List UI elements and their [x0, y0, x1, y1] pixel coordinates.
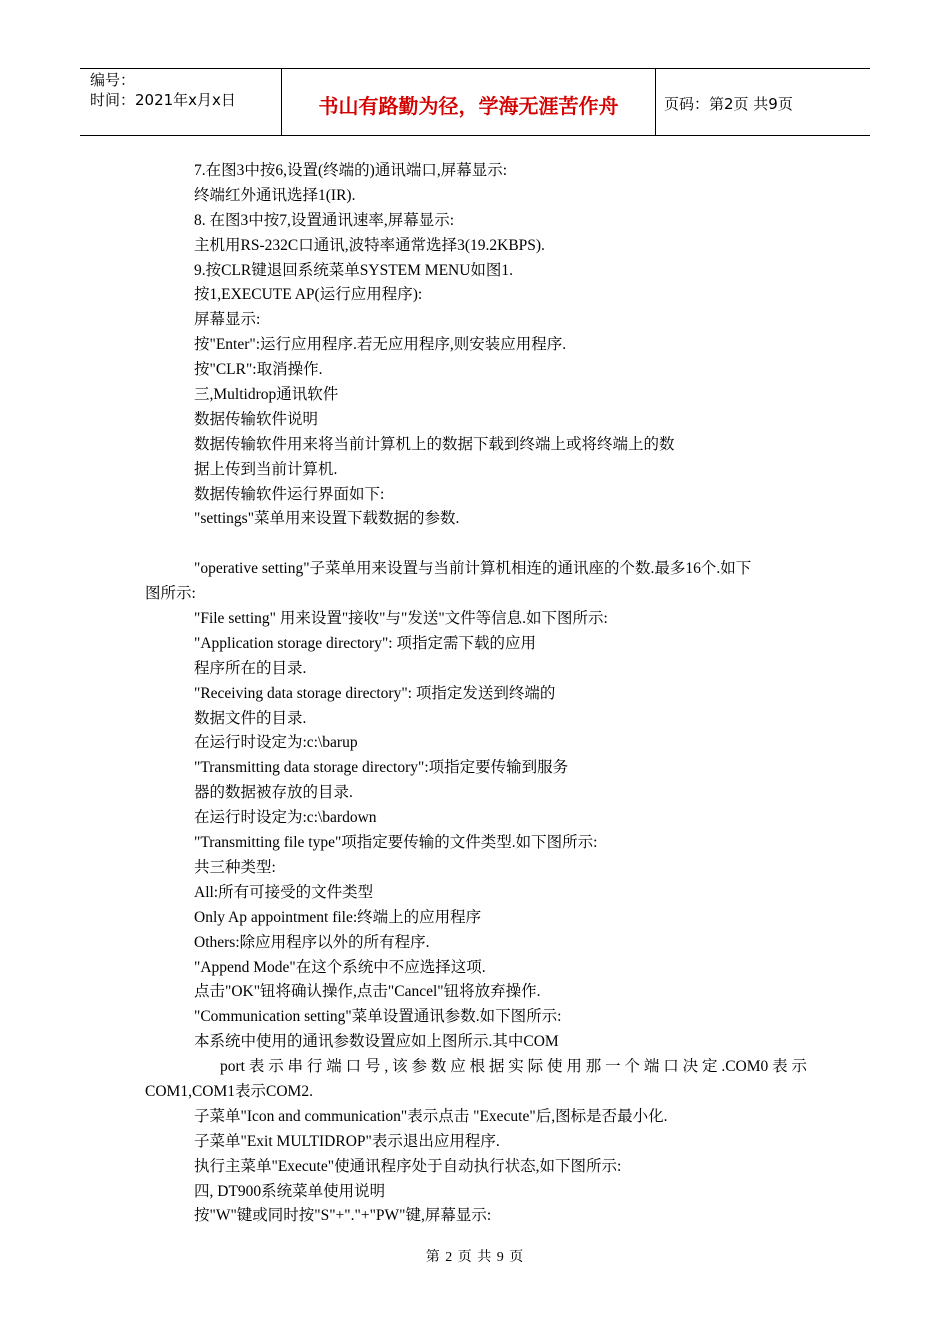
header-top-rule	[80, 68, 870, 69]
body-line: "settings"菜单用来设置下载数据的参数.	[194, 510, 460, 528]
body-line: 共三种类型:	[194, 858, 276, 876]
body-line: 子菜单"Icon and communication"表示点击 "Execute"后,图标是否最小化.	[194, 1107, 668, 1125]
body-line: 终端红外通讯选择1(IR).	[194, 186, 356, 204]
page-footer: 第 2 页 共 9 页	[425, 1250, 525, 1265]
document-time-label: 时间：2021年x月x日	[90, 91, 236, 109]
body-line: 按"CLR":取消操作.	[194, 361, 323, 379]
body-line: 数据传输软件用来将当前计算机上的数据下载到终端上或将终端上的数	[194, 435, 675, 453]
body-line: 器的数据被存放的目录.	[194, 784, 353, 802]
body-line: 图所示:	[145, 585, 196, 603]
body-line: 7.在图3中按6,设置(终端的)通讯端口,屏幕显示:	[194, 162, 508, 179]
body-line: 屏幕显示:	[194, 311, 261, 329]
body-line: 程序所在的目录.	[194, 659, 307, 677]
body-line: port表示串行端口号,该参数应根据实际使用那一个端口决定.COM0表示	[220, 1058, 807, 1076]
body-line: 点击"OK"钮将确认操作,点击"Cancel"钮将放弃操作.	[194, 983, 541, 1001]
body-line: 执行主菜单"Execute"使通讯程序处于自动执行状态,如下图所示:	[194, 1157, 622, 1175]
body-line: 在运行时设定为:c:\barup	[194, 734, 358, 752]
body-line: "Transmitting data storage directory":项指定要传输到服务	[194, 759, 569, 777]
body-line: 按"W"键或同时按"S"+"."+"PW"键,屏幕显示:	[194, 1207, 492, 1225]
body-line: All:所有可接受的文件类型	[194, 883, 374, 901]
body-line: 9.按CLR键退回系统菜单SYSTEM MENU如图1.	[194, 261, 514, 279]
body-line: 在运行时设定为:c:\bardown	[194, 809, 377, 827]
header-left-cell	[90, 70, 236, 110]
body-line: Only Ap appointment file:终端上的应用程序	[194, 908, 482, 926]
body-line: "File setting" 用来设置"接收"与"发送"文件等信息.如下图所示:	[194, 610, 608, 628]
body-line: Others:除应用程序以外的所有程序.	[194, 933, 430, 951]
body-line: 8. 在图3中按7,设置通讯速率,屏幕显示:	[194, 211, 455, 229]
body-line: "Transmitting file type"项指定要传输的文件类型.如下图所示:	[194, 834, 598, 852]
header-motto: 书山有路勤为径，学海无涯苦作舟	[318, 94, 619, 118]
blank-line	[145, 532, 807, 557]
body-line: 数据传输软件运行界面如下:	[194, 485, 385, 503]
header-bottom-rule	[80, 135, 870, 136]
body-line: COM1,COM1表示COM2.	[145, 1082, 313, 1100]
body-line: "Receiving data storage directory": 项指定发送到终端的	[194, 684, 556, 702]
body-line: 按"Enter":运行应用程序.若无应用程序,则安装应用程序.	[194, 336, 567, 354]
header-divider-2	[655, 68, 656, 136]
section-heading: 四, DT900系统菜单使用说明	[194, 1182, 386, 1200]
body-line: "Application storage directory": 项指定需下载的应用	[194, 634, 536, 652]
body-line: "Append Mode"在这个系统中不应选择这项.	[194, 958, 486, 976]
body-line: 数据文件的目录.	[194, 709, 307, 727]
body-line: 数据传输软件说明	[194, 410, 319, 428]
body-line: 子菜单"Exit MULTIDROP"表示退出应用程序.	[194, 1132, 500, 1150]
document-number-label: 编号：	[90, 71, 136, 89]
section-heading: 三,Multidrop通讯软件	[194, 386, 339, 404]
body-line: "operative setting"子菜单用来设置与当前计算机相连的通讯座的个数.最多16个.如下	[194, 560, 752, 578]
body-line: 据上传到当前计算机.	[194, 460, 338, 478]
body-line: 主机用RS-232C口通讯,波特率通常选择3(19.2KBPS).	[194, 236, 545, 254]
header-page-label: 页码：第2页 共9页	[664, 95, 793, 113]
body-line: 按1,EXECUTE AP(运行应用程序):	[194, 286, 423, 304]
body-line: "Communication setting"菜单设置通讯参数.如下图所示:	[194, 1008, 562, 1026]
document-body	[145, 159, 807, 1229]
body-line: 本系统中使用的通讯参数设置应如上图所示.其中COM	[194, 1033, 559, 1051]
